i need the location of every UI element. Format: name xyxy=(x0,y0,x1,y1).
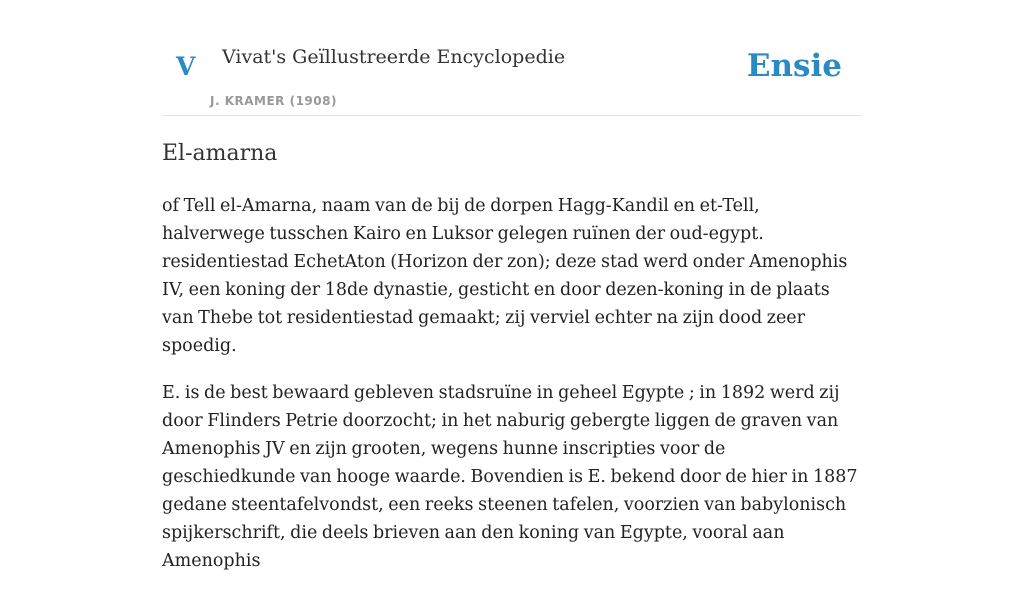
ensie-logo-link[interactable]: Ensie xyxy=(746,48,842,84)
entry-paragraph: E. is de best bewaard gebleven stadsruïne in geheel Egypte ; in 1892 werd zij door Flinders Petrie doorzocht; in het naburig gebergte liggen de graven van Amenophis JV en zijn grooten, wegens hunne inscripties voor de geschiedkunde van hooge waarde. Bovendien is E. bekend door de hier in 1887 gedane steentafelvondst, een reeks steenen tafelen, voorzien van babylonisch spijkerschrift, die deels brieven aan den koning van Egypte, vooral aan Amenophis xyxy=(162,383,858,571)
site-header xyxy=(162,0,862,116)
entry-paragraph: of Tell el-Amarna, naam van de bij de dorpen Hagg-Kandil en et-Tell, halverwege tusschen Kairo en Luksor gelegen ruïnen der oud-egypt. residentiestad EchetAton (Horizon der zon); deze stad werd onder Amenophis IV, een koning der 18de dynastie, gesticht en door dezen-koning in de plaats van Thebe tot residentiestad gemaakt; zij verviel echter na zijn dood zeer spoedig. xyxy=(162,196,848,356)
entry-title: El-amarna xyxy=(162,141,278,166)
publication-logo[interactable]: V xyxy=(176,52,196,81)
publication-author: J. KRAMER (1908) xyxy=(210,94,337,108)
entry-body xyxy=(162,192,862,594)
publication-title[interactable]: Vivat's Geïllustreerde Encyclopedie xyxy=(222,46,566,68)
